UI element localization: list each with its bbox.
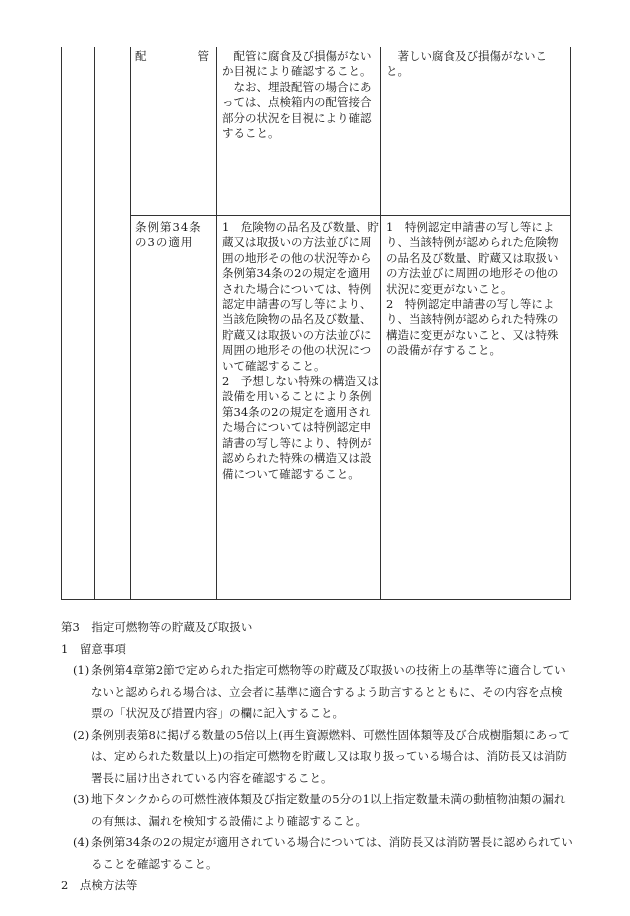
list-item bbox=[61, 789, 573, 832]
criteria-piping: 著しい腐食及び損傷がないこと。 bbox=[386, 49, 547, 79]
item-cell-ordinance: 条例第34条の3の適用 bbox=[135, 220, 202, 250]
list-item-text: 条例第4章第2節で定められた指定可燃物等の貯蔵及び取扱いの技術上の基準等に適合していないと認められる場合は、立会者に基準に適合するよう助言するとともに、その内容を点検票の「状況及び措置内容」の欄に記入すること。 bbox=[91, 663, 566, 720]
table-row-divider bbox=[130, 215, 570, 216]
criteria-ordinance: 1 特例認定申請書の写し等により、当該特例が認められた危険物の品名及び数量、貯蔵又は取扱いの方法並びに周囲の地形その他の状況に変更がないこと。 2 特例認定申請書の写し等により、当該特例が認められた特殊の構造に変更がないこと、又は特殊の設備が存すること。 bbox=[386, 220, 559, 358]
subsection-heading: 2 点検方法等 bbox=[61, 878, 138, 892]
list-item bbox=[61, 660, 573, 725]
section-title: 第3 指定可燃物等の貯蔵及び取扱い bbox=[61, 620, 253, 634]
table-divider bbox=[94, 47, 95, 599]
check-content-piping: 配管に腐食及び損傷がないか目視により確認すること。 なお、埋設配管の場合にあっては、点検箱内の配管接合部分の状況を目視により確認すること。 bbox=[222, 49, 372, 141]
subsection-heading: 1 留意事項 bbox=[61, 641, 126, 656]
list-item-number: (2) bbox=[73, 727, 90, 742]
table-divider bbox=[216, 47, 217, 599]
list-item-text: 条例別表第8に掲げる数量の5倍以上(再生資源燃料、可燃性固体類等及び合成樹脂類にあっては、定められた数量以上)の指定可燃物を貯蔵し又は取り扱っている場合は、消防長又は消防署長に届け出されている内容を確認すること。 bbox=[91, 727, 570, 785]
item-cell-piping: 配 管 bbox=[135, 49, 210, 63]
section-body bbox=[61, 617, 573, 897]
list-item-number: (3) bbox=[73, 792, 90, 806]
table-divider bbox=[130, 47, 131, 599]
list-item bbox=[61, 725, 573, 790]
check-content-ordinance: 1 危険物の品名及び数量、貯蔵又は取扱いの方法並びに周囲の地形その他の状況等から条例第34条の2の規定を適用された場合については、特例認定申請書の写し等により、当該危険物の品名及び数量、貯蔵又は取扱いの方法並びに周囲の地形その他の状況について確認すること。 2 予想しない特殊の構造又は設備を用いることにより条例第34条の2の規定を適用された場合については特例認定申請書の写し等により、特例が認められた特殊の構造又は設備について確認すること。 bbox=[222, 220, 379, 481]
list-item-text: 条例第34条の2の規定が適用されている場合については、消防長又は消防署長に認められていることを確認すること。 bbox=[91, 835, 573, 871]
table-divider bbox=[380, 47, 381, 599]
list-item-number: (1) bbox=[73, 663, 90, 677]
list-item-number: (4) bbox=[73, 835, 90, 849]
list-item-text: 地下タンクからの可燃性液体類及び指定数量の5分の1以上指定数量未満の動植物油類の漏れの有無は、漏れを検知する設備により確認すること。 bbox=[91, 792, 566, 828]
table-border-left bbox=[61, 47, 62, 599]
inspection-table bbox=[61, 47, 571, 600]
list-item bbox=[61, 832, 573, 875]
